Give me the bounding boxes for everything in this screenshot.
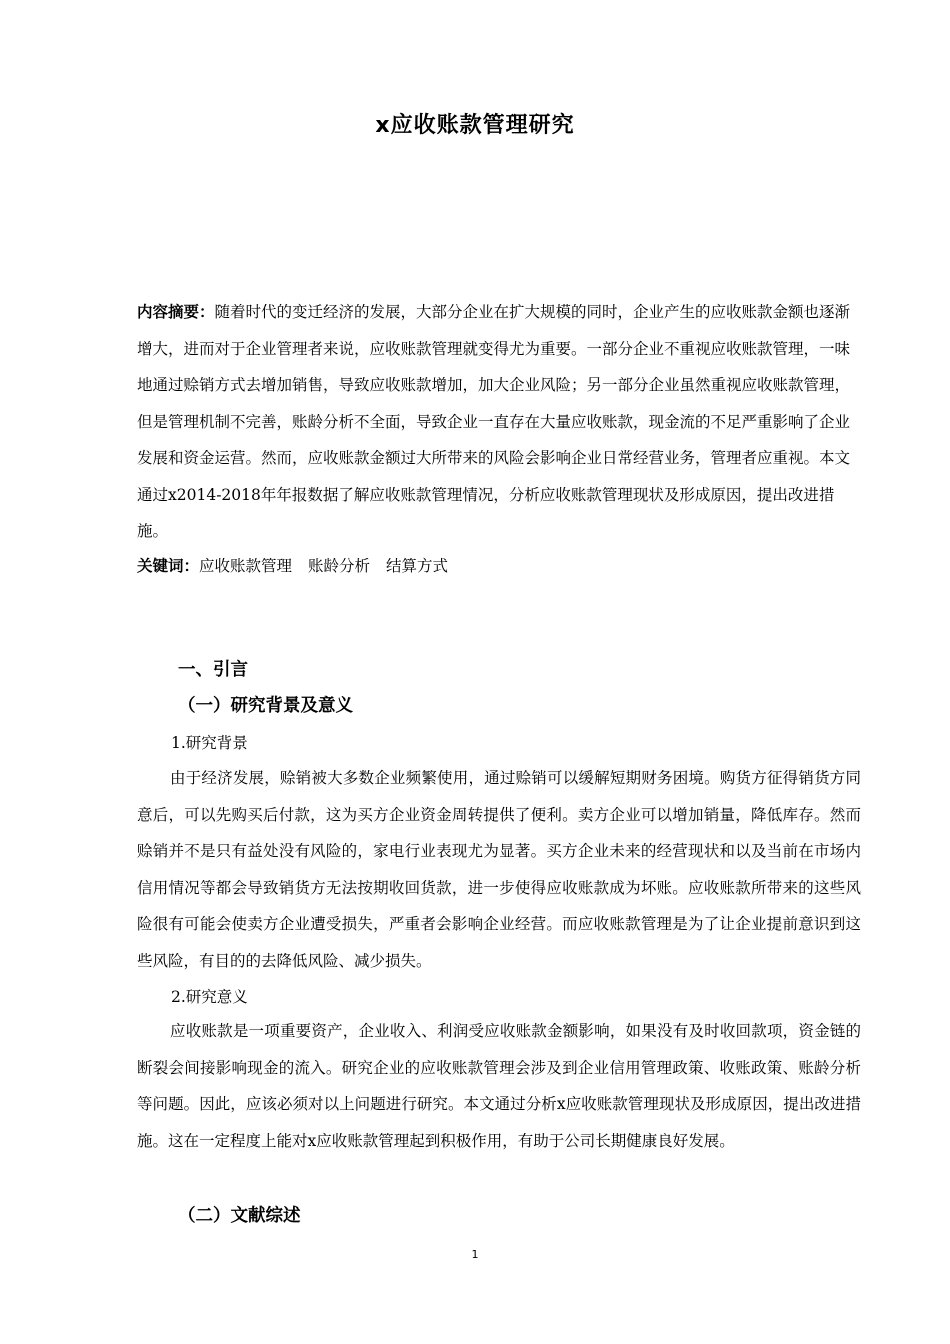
keyword: 结算方式: [386, 557, 449, 575]
abstract-label: 内容摘要：: [137, 303, 215, 321]
section-heading-introduction: 一、引言: [178, 660, 248, 680]
paragraph-significance: 应收账款是一项重要资产，企业收入、利润受应收账款金额影响，如果没有及时收回款项，资金链的断裂会间接影响现金的流入。研究企业的应收账款管理会涉及到企业信用管理政策、收账政策、账龄分析等问题。因此，应该必须对以上问题进行研究。本文通过分析x应收账款管理现状及形成原因，提出改进措施。这在一定程度上能对x应收账款管理起到积极作用，有助于公司长期健康良好发展。: [137, 1022, 861, 1150]
document-title: x应收账款管理研究: [375, 113, 575, 138]
paragraph-background: 由于经济发展，赊销被大多数企业频繁使用，通过赊销可以缓解短期财务困境。购货方征得销货方同意后，可以先购买后付款，这为买方企业资金周转提供了便利。卖方企业可以增加销量，降低库存。然而赊销并不是只有益处没有风险的，家电行业表现尤为显著。买方企业未来的经营现状和以及当前在市场内信用情况等都会导致销货方无法按期收回货款，进一步使得应收账款成为坏账。应收账款所带来的这些风险很有可能会使卖方企业遭受损失，严重者会影响企业经营。而应收账款管理是为了让企业提前意识到这些风险，有目的的去降低风险、减少损失。: [137, 769, 861, 970]
subsection-heading-background: （一）研究背景及意义: [178, 696, 353, 716]
keyword: 应收账款管理: [199, 557, 293, 575]
item-heading-background: 1.研究背景: [171, 734, 248, 752]
subsection-heading-literature-review: （二）文献综述: [178, 1206, 301, 1226]
abstract: [137, 294, 859, 550]
keywords: [137, 552, 859, 580]
keywords-label: 关键词：: [137, 557, 200, 575]
page-number: 1: [471, 1248, 479, 1261]
abstract-text: 随着时代的变迁经济的发展，大部分企业在扩大规模的同时，企业产生的应收账款金额也逐渐增大，进而对于企业管理者来说，应收账款管理就变得尤为重要。一部分企业不重视应收账款管理，一味地通过赊销方式去增加销售，导致应收账款增加，加大企业风险；另一部分企业虽然重视应收账款管理，但是管理机制不完善，账龄分析不全面，导致企业一直存在大量应收账款，现金流的不足严重影响了企业发展和资金运营。然而，应收账款金额过大所带来的风险会影响企业日常经营业务，管理者应重视。本文通过x2014-2018年年报数据了解应收账款管理情况，分析应收账款管理现状及形成原因，提出改进措施。: [137, 303, 851, 540]
keyword: 账龄分析: [308, 557, 371, 575]
item-heading-significance: 2.研究意义: [171, 988, 248, 1006]
